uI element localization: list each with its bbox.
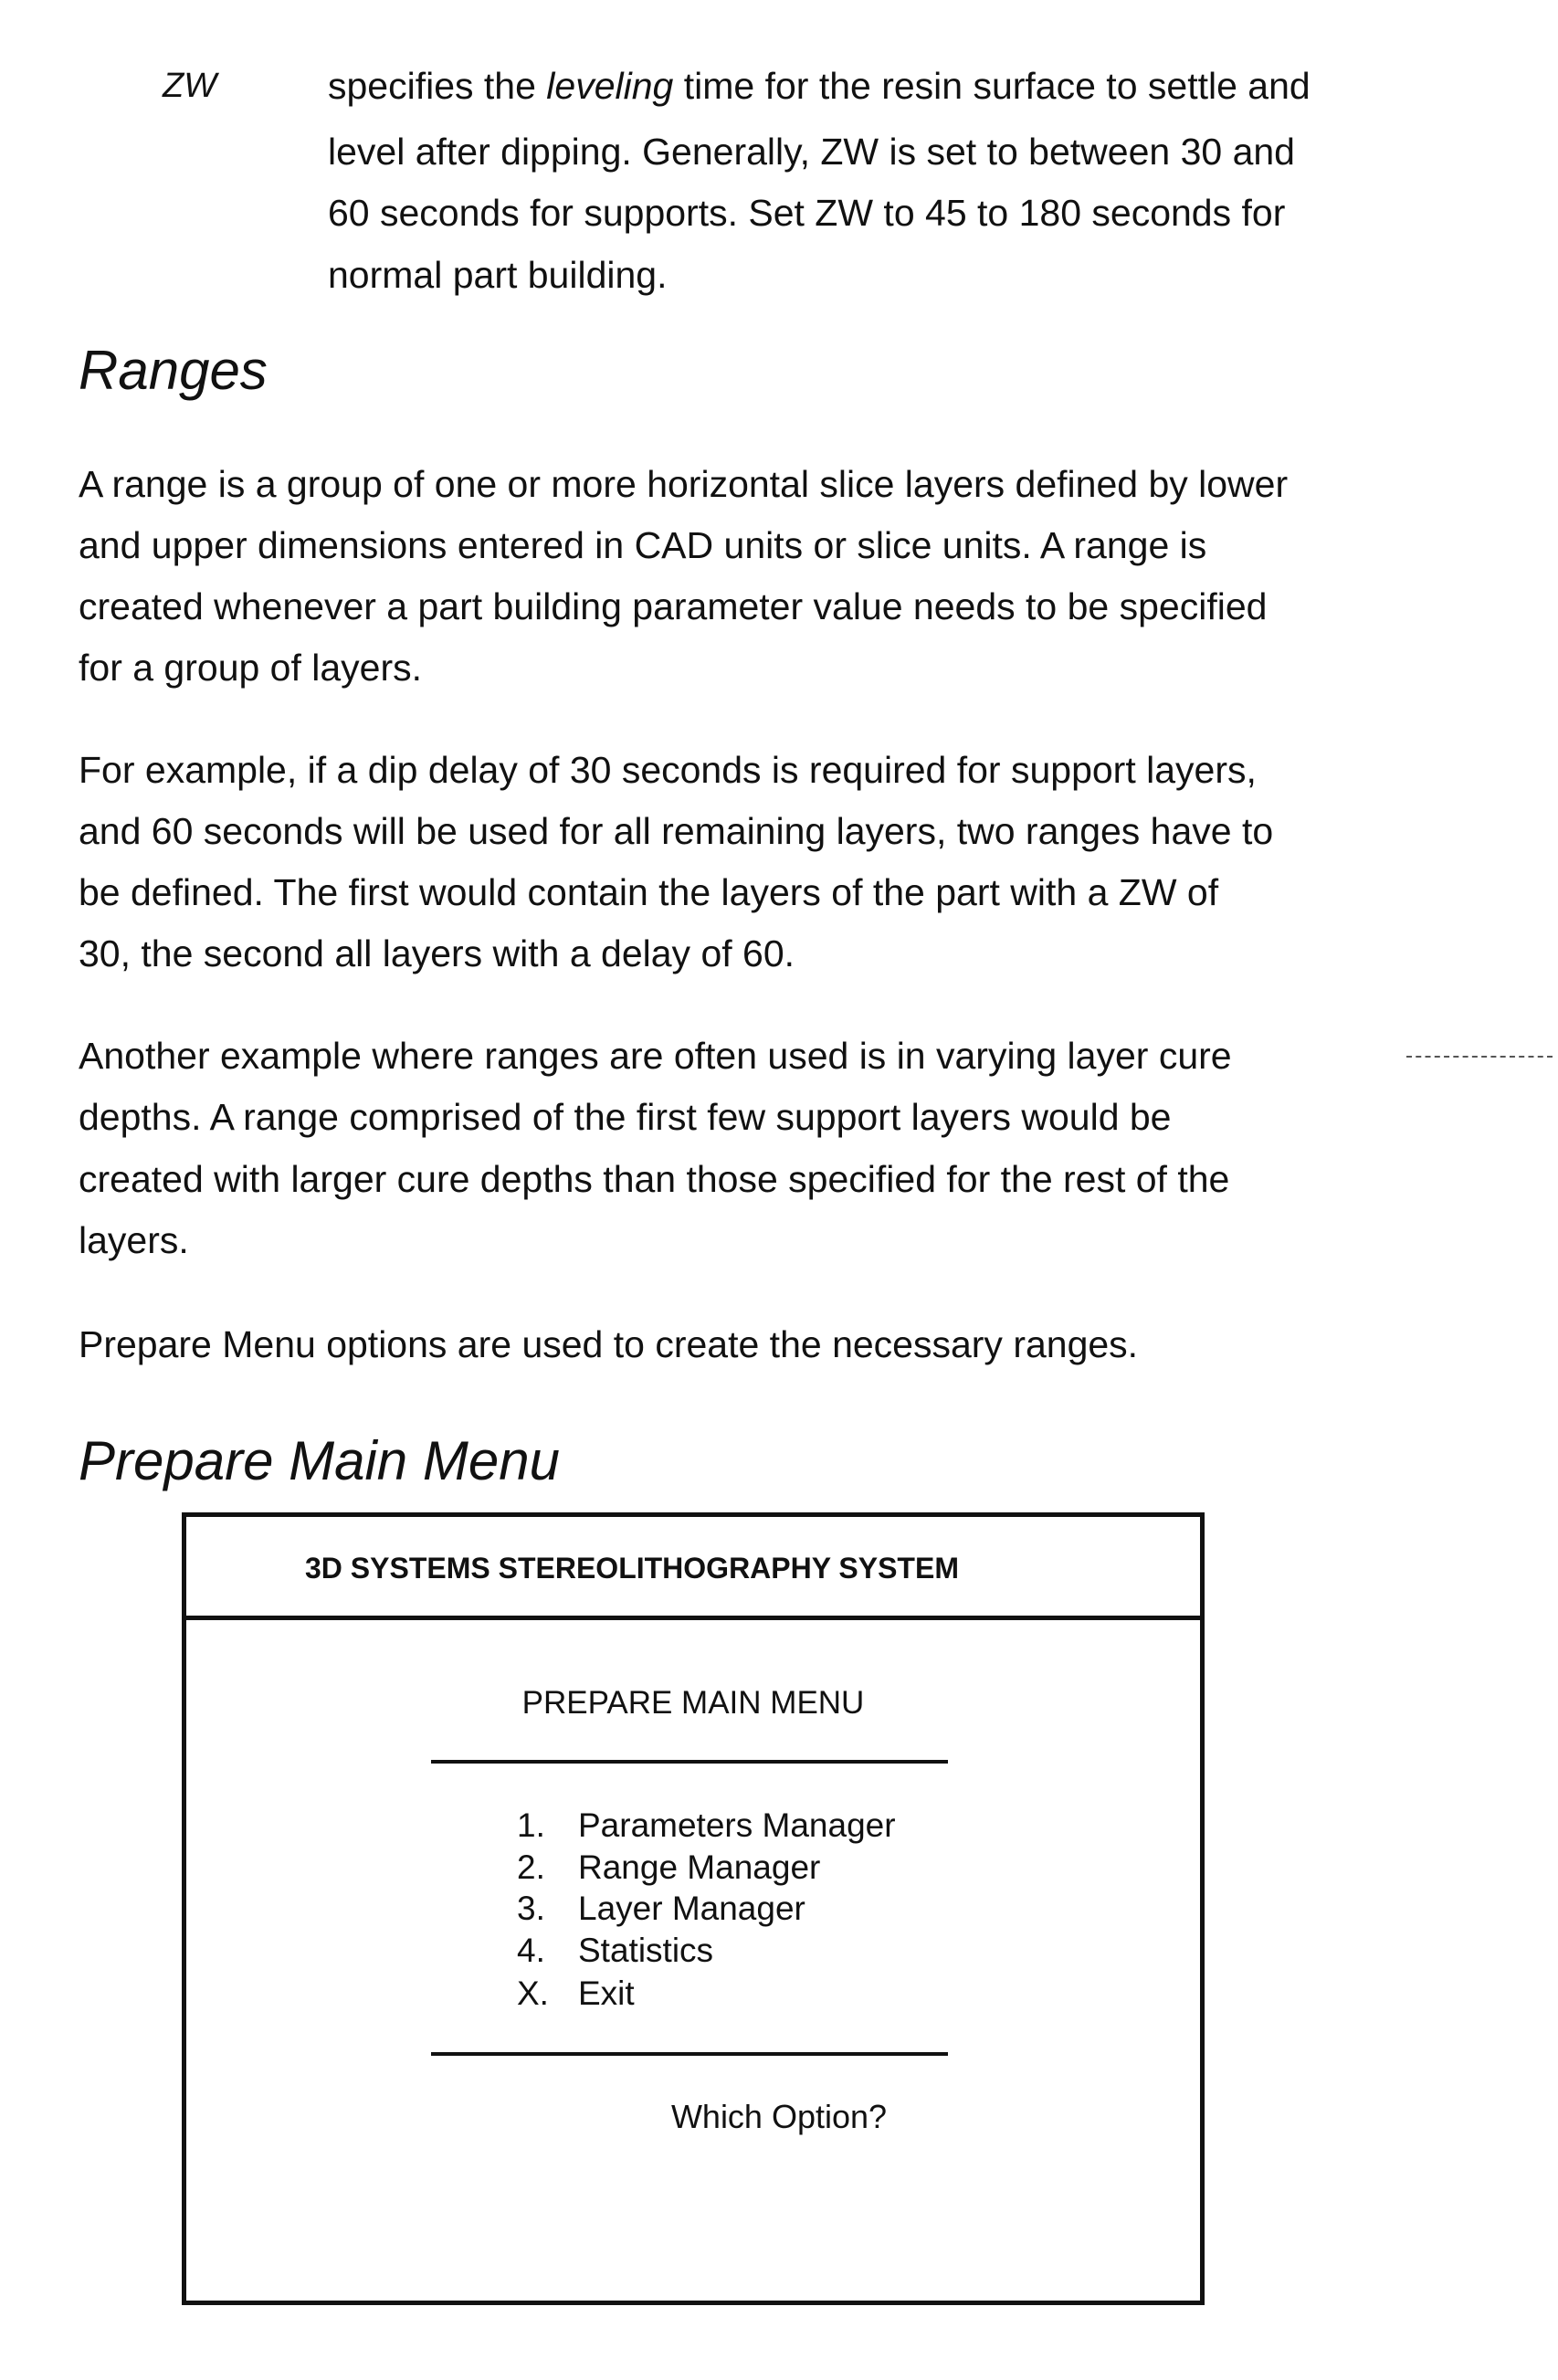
menu-item-key: 2. <box>517 1847 545 1889</box>
system-title: 3D SYSTEMS STEREOLITHOGRAPHY SYSTEM <box>305 1550 959 1586</box>
divider <box>431 1760 948 1764</box>
paragraph-line: 30, the second all layers with a delay of 60. <box>79 922 795 985</box>
paragraph-line: be defined. The first would contain the layers of the part with a ZW of <box>79 861 1218 923</box>
paragraph-line: A range is a group of one or more horizontal slice layers defined by lower <box>79 453 1288 515</box>
text: specifies the <box>328 65 546 107</box>
zw-description-line: 60 seconds for supports. Set ZW to 45 to 180 seconds for <box>328 182 1285 244</box>
menu-item-label: Parameters Manager <box>578 1805 896 1847</box>
paragraph-line: layers. <box>79 1209 189 1271</box>
menu-item-key: 4. <box>517 1930 545 1972</box>
divider <box>431 2052 948 2056</box>
menu-item-label: Statistics <box>578 1930 713 1972</box>
option-prompt: Which Option? <box>0 2096 1375 2138</box>
menu-item-label: Layer Manager <box>578 1888 805 1930</box>
screen-header <box>186 1517 1200 1620</box>
paragraph-line: For example, if a dip delay of 30 seconds is required for support layers, <box>79 739 1257 801</box>
prepare-main-menu-heading: Prepare Main Menu <box>79 1425 560 1498</box>
menu-item-key: 1. <box>517 1805 545 1847</box>
paragraph-line: depths. A range comprised of the first few support layers would be <box>79 1086 1172 1148</box>
menu-item-key: X. <box>517 1973 549 2015</box>
menu-item-label: Range Manager <box>578 1847 820 1889</box>
paragraph-line: for a group of layers. <box>79 637 422 699</box>
paragraph-line: created with larger cure depths than those specified for the rest of the <box>79 1148 1229 1210</box>
paragraph-line: and 60 seconds will be used for all remaining layers, two ranges have to <box>79 800 1273 862</box>
paragraph-line: Another example where ranges are often used is in varying layer cure <box>79 1025 1232 1087</box>
paragraph-line: Prepare Menu options are used to create the necessary ranges. <box>79 1313 1138 1375</box>
emphasis: leveling <box>546 65 673 107</box>
paragraph-line: created whenever a part building parameter value needs to be specified <box>79 575 1267 637</box>
menu-item-key: 3. <box>517 1888 545 1930</box>
menu-item-label: Exit <box>578 1973 635 2015</box>
text: time for the resin surface to settle and <box>673 65 1310 107</box>
menu-title: PREPARE MAIN MENU <box>186 1683 1200 1723</box>
zw-description-line: normal part building. <box>328 244 667 306</box>
scan-mark <box>1406 1056 1553 1058</box>
paragraph-line: and upper dimensions entered in CAD units or slice units. A range is <box>79 514 1206 576</box>
zw-description-line: level after dipping. Generally, ZW is set to between 30 and <box>328 121 1295 183</box>
zw-term: ZW <box>163 55 216 117</box>
zw-description-line <box>328 55 1311 117</box>
ranges-heading: Ranges <box>79 334 268 407</box>
